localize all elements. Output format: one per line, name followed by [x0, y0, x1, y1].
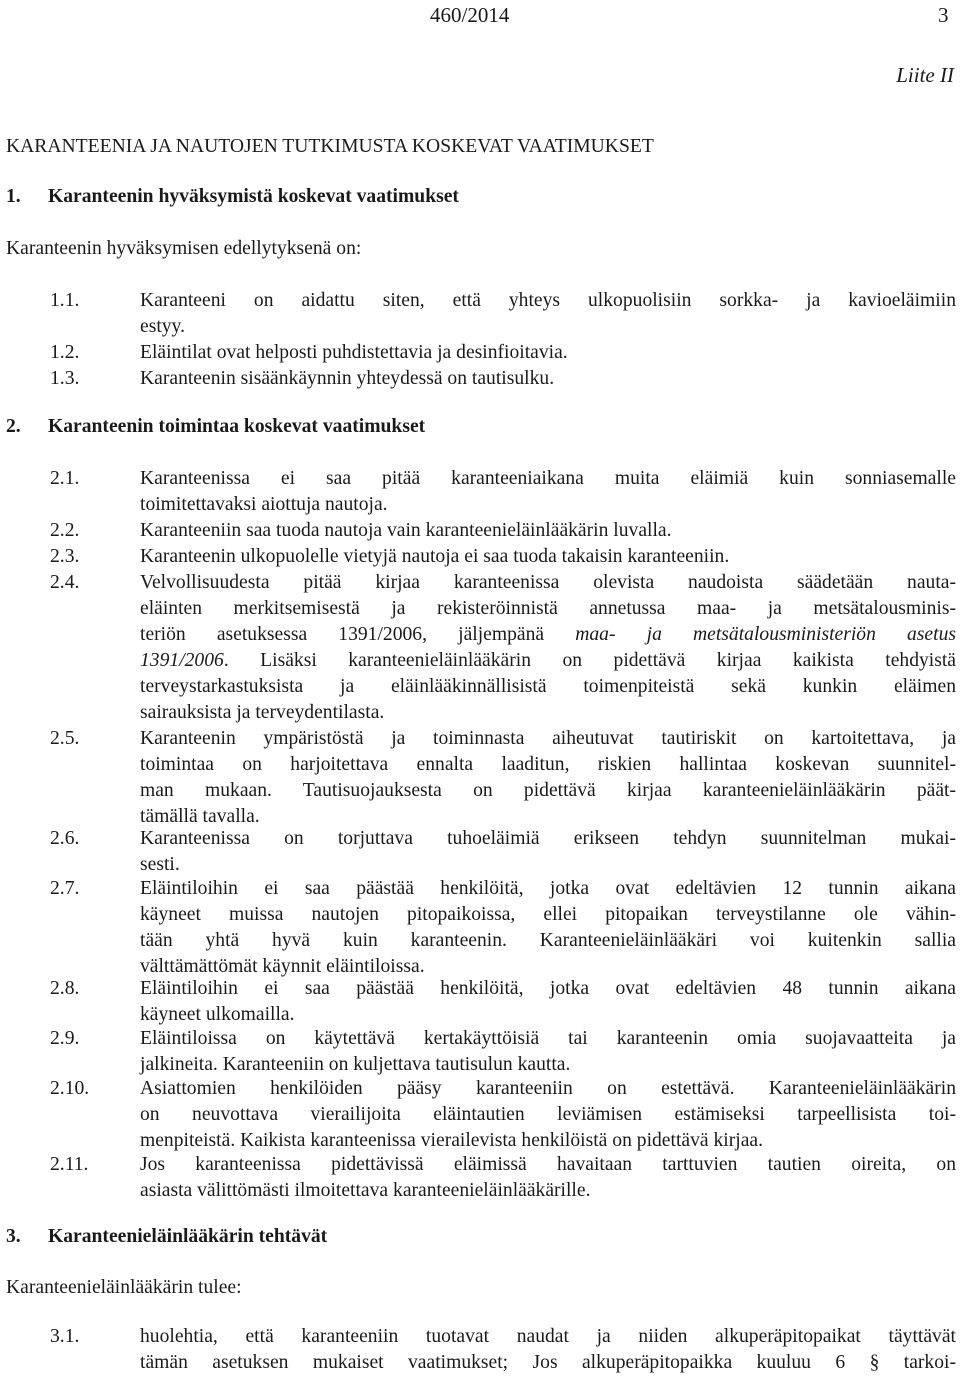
item-number: 2.1. [50, 468, 80, 489]
item-text-line: menpiteistä. Kaikista karanteenissa vierailevista henkilöistä on pidettävä kirjaa. [140, 1130, 763, 1151]
item-number: 2.8. [50, 978, 80, 999]
list-item [50, 288, 956, 340]
section-title: Karanteenin hyväksymistä koskevat vaatimukset [48, 186, 459, 207]
list-item [50, 518, 956, 544]
section-title: Karanteenin toimintaa koskevat vaatimukset [48, 416, 426, 437]
item-text-line: Eläintilat ovat helposti puhdistettavia ja desinfioitavia. [140, 342, 568, 363]
item-text-line: tämän asetuksen mukaiset vaatimukset; Jos alkuperäpitopaikka kuuluu 6 § tarkoi- [140, 1352, 956, 1373]
item-text-line: Jos karanteenissa pidettävissä eläimissä havaitaan tarttuvien tautien oireita, on [140, 1154, 956, 1175]
italic-citation: 1391/2006 [140, 650, 224, 671]
item-text-line: tään yhtä hyvä kuin karanteenin. Karanteenieläinlääkäri voi kuitenkin sallia [140, 930, 956, 951]
item-text-line: sesti. [140, 854, 180, 875]
section-2-heading [6, 414, 425, 440]
item-number: 2.4. [50, 572, 80, 593]
item-text-line: Karanteenin ulkopuolelle vietyjä nautoja ei saa tuoda takaisin karanteeniin. [140, 546, 730, 567]
item-text-line: Asiattomien henkilöiden pääsy karanteeniin on estettävä. Karanteenieläinlääkärin [140, 1078, 956, 1099]
section-title: Karanteenieläinlääkärin tehtävät [48, 1226, 328, 1247]
item-number: 2.6. [50, 828, 80, 849]
list-item [50, 570, 956, 726]
item-text-line: Karanteenissa ei saa pitää karanteeniaikana muita eläimiä kuin sonniasemalle [140, 468, 956, 489]
list-item [50, 366, 956, 392]
page-number: 3 [938, 3, 949, 27]
document-number: 460/2014 [430, 3, 510, 27]
item-text-line: Karanteenin ympäristöstä ja toiminnasta aiheutuvat tautiriskit on kartoitettava, ja [140, 728, 956, 749]
list-item [50, 340, 956, 366]
item-text-line: Karanteeniin saa tuoda nautoja vain karanteenieläinlääkärin luvalla. [140, 520, 672, 541]
item-text-line: estyy. [140, 316, 185, 337]
section-3-heading [6, 1224, 327, 1250]
list-item [50, 1152, 956, 1204]
item-number: 2.2. [50, 520, 80, 541]
item-text-line: asiasta välittömästi ilmoitettava karanteenieläinlääkärille. [140, 1180, 591, 1201]
item-text-line: 1391/2006. Lisäksi karanteenieläinlääkärin on pidettävä kirjaa kaikista tehdyistä [140, 650, 956, 671]
item-text-line: Karanteenin sisäänkäynnin yhteydessä on tautisulku. [140, 368, 555, 389]
list-item [50, 1324, 956, 1376]
list-item [50, 826, 956, 878]
list-item [50, 1076, 956, 1154]
section-number: 3. [6, 1226, 21, 1247]
item-text-line: välttämättömät käynnit eläintiloissa. [140, 956, 425, 977]
item-number: 2.7. [50, 878, 80, 899]
item-text-line: Karanteenissa on torjuttava tuhoeläimiä erikseen tehdyn suunnitelman mukai- [140, 828, 956, 849]
list-item [50, 726, 956, 830]
item-text-line: toimintaa on harjoitettava ennalta laaditun, riskien hallintaa koskevan suunnitel- [140, 754, 956, 775]
item-text-line: Eläintiloihin ei saa päästää henkilöitä, jotka ovat edeltävien 12 tunnin aikana [140, 878, 956, 899]
item-text-line: huolehtia, että karanteeniin tuotavat naudat ja niiden alkuperäpitopaikat täyttävät [140, 1326, 956, 1347]
section-1-heading [6, 184, 459, 210]
section-3-intro: Karanteenieläinlääkärin tulee: [6, 1277, 242, 1298]
item-text-line: on neuvottava vierailijoita eläintautien leviämisen estämiseksi tarpeellisista toi- [140, 1104, 956, 1125]
list-item [50, 876, 956, 980]
item-text-line: käyneet ulkomailla. [140, 1004, 295, 1025]
item-number: 1.2. [50, 342, 80, 363]
item-text-line: käyneet muissa nautojen pitopaikoissa, ellei pitopaikan terveystilanne ole vähin- [140, 904, 956, 925]
item-number: 2.11. [50, 1154, 89, 1175]
item-text-line: Eläintiloissa on käytettävä kertakäyttöisiä tai karanteenin omia suojavaatteita ja [140, 1028, 956, 1049]
item-text-line: teriön asetuksessa 1391/2006, jäljempänä maa- ja metsätalousministeriön asetus [140, 624, 956, 645]
section-number: 1. [6, 186, 21, 207]
section-1-intro: Karanteenin hyväksymisen edellytyksenä on: [6, 238, 362, 259]
list-item [50, 976, 956, 1028]
list-item [50, 544, 956, 570]
section-number: 2. [6, 416, 21, 437]
item-number: 2.10. [50, 1078, 90, 1099]
item-text-line: jalkineita. Karanteeniin on kuljettava tautisulun kautta. [140, 1054, 571, 1075]
item-number: 1.3. [50, 368, 80, 389]
item-number: 2.3. [50, 546, 80, 567]
item-text-line: terveystarkastuksista ja eläinlääkinnällisistä toimenpiteistä sekä kunkin eläimen [140, 676, 956, 697]
item-text-line: man mukaan. Tautisuojauksesta on pidettävä kirjaa karanteenieläinlääkärin päät- [140, 780, 956, 801]
list-item [50, 1026, 956, 1078]
item-text-line: Karanteeni on aidattu siten, että yhteys ulkopuolisiin sorkka- ja kavioeläimiin [140, 290, 956, 311]
item-text-line: toimitettavaksi aiottuja nautoja. [140, 494, 388, 515]
item-number: 2.9. [50, 1028, 80, 1049]
item-text-line: Velvollisuudesta pitää kirjaa karanteenissa olevista naudoista säädetään nauta- [140, 572, 956, 593]
italic-citation: maa- ja metsätalousministeriön asetus [575, 624, 956, 645]
item-number: 1.1. [50, 290, 80, 311]
item-number: 2.5. [50, 728, 80, 749]
item-text-line: eläinten merkitsemisestä ja rekisteröinnistä annetussa maa- ja metsätalousminis- [140, 598, 956, 619]
item-text-line: Eläintiloihin ei saa päästää henkilöitä, jotka ovat edeltävien 48 tunnin aikana [140, 978, 956, 999]
page-title: KARANTEENIA JA NAUTOJEN TUTKIMUSTA KOSKEVAT VAATIMUKSET [6, 136, 654, 157]
annex-label: Liite II [896, 63, 954, 87]
item-text-line: tämällä tavalla. [140, 806, 260, 827]
list-item [50, 466, 956, 518]
item-text-line: sairauksista ja terveydentilasta. [140, 702, 385, 723]
item-number: 3.1. [50, 1326, 80, 1347]
